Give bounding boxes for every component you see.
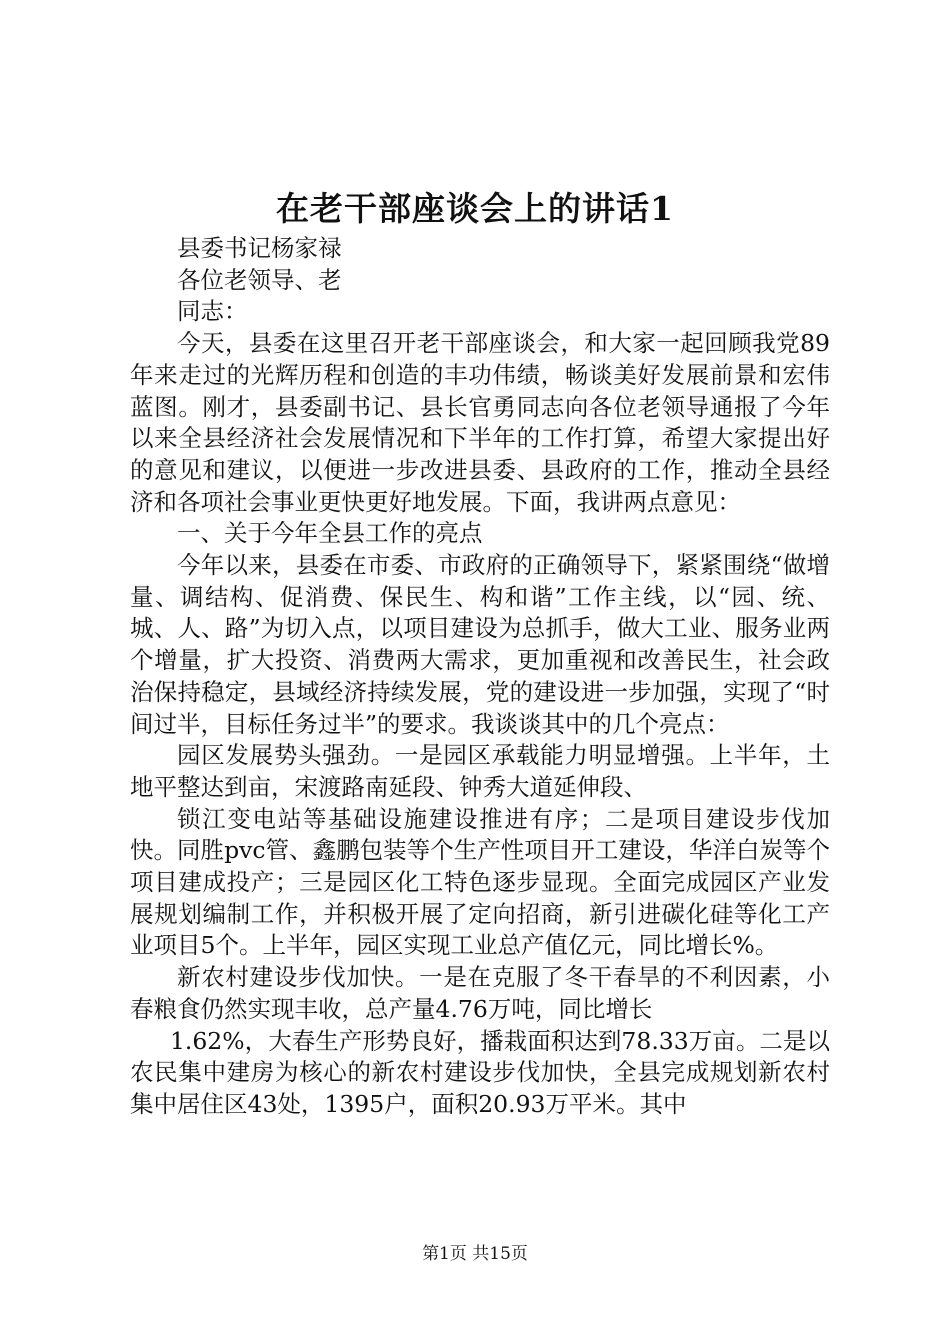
paragraph-rural-1: 新农村建设步伐加快。一是在克服了冬干春旱的不利因素，小春粮食仍然实现丰收，总产量4.76万吨，同比增长 (130, 963, 830, 1023)
page-footer: 第1页 共15页 (422, 1244, 528, 1264)
salutation-line-1: 各位老领导、老 (177, 265, 342, 294)
document-body (130, 233, 830, 1121)
paragraph-rural-2: 1.62%，大春生产形势良好，播栽面积达到78.33万亩。二是以农民集中建房为核心的新农村建设步伐加快，全县完成规划新农村集中居住区43处，1395户，面积20.93万平米。其中 (130, 1026, 830, 1118)
speaker-line: 县委书记杨家禄 (177, 234, 342, 262)
document-title: 在老干部座谈会上的讲话1 (276, 189, 674, 228)
paragraph-overview: 今年以来，县委在市委、市政府的正确领导下，紧紧围绕“做增量、调结构、促消费、保民生、构和谐”工作主线，以“园、统、城、人、路”为切入点，以项目建设为总抓手，做大工业、服务业两个增量，扩大投资、消费两大需求，更加重视和改善民生，社会政治保持稳定，县域经济持续发展，党的建设进一步加强，实现了“时间过半，目标任务过半”的要求。我谈谈其中的几个亮点： (130, 551, 830, 738)
section-heading-1: 一、关于今年全县工作的亮点 (177, 519, 483, 548)
paragraph-park-2: 锁江变电站等基础设施建设推进有序；二是项目建设步伐加快。同胜pvc管、鑫鹏包装等个生产性项目开工建设，华洋白炭等个项目建成投产；三是园区化工特色逐步显现。全面完成园区产业发展规划编制工作，并积极开展了定向招商，新引进碳化硅等化工产业项目5个。上半年，园区实现工业总产值亿元，同比增长%。 (130, 804, 830, 960)
paragraph-intro: 今天，县委在这里召开老干部座谈会，和大家一起回顾我党89年来走过的光辉历程和创造的丰功伟绩，畅谈美好发展前景和宏伟蓝图。刚才，县委副书记、县长官勇同志向各位老领导通报了今年以来全县经济社会发展情况和下半年的工作打算，希望大家提出好的意见和建议，以便进一步改进县委、县政府的工作，推动全县经济和各项社会事业更快更好地发展。下面，我讲两点意见： (130, 329, 830, 516)
salutation-line-2: 同志： (177, 297, 248, 326)
paragraph-park-1: 园区发展势头强劲。一是园区承载能力明显增强。上半年，土地平整达到亩，宋渡路南延段、钟秀大道延伸段、 (130, 741, 830, 801)
